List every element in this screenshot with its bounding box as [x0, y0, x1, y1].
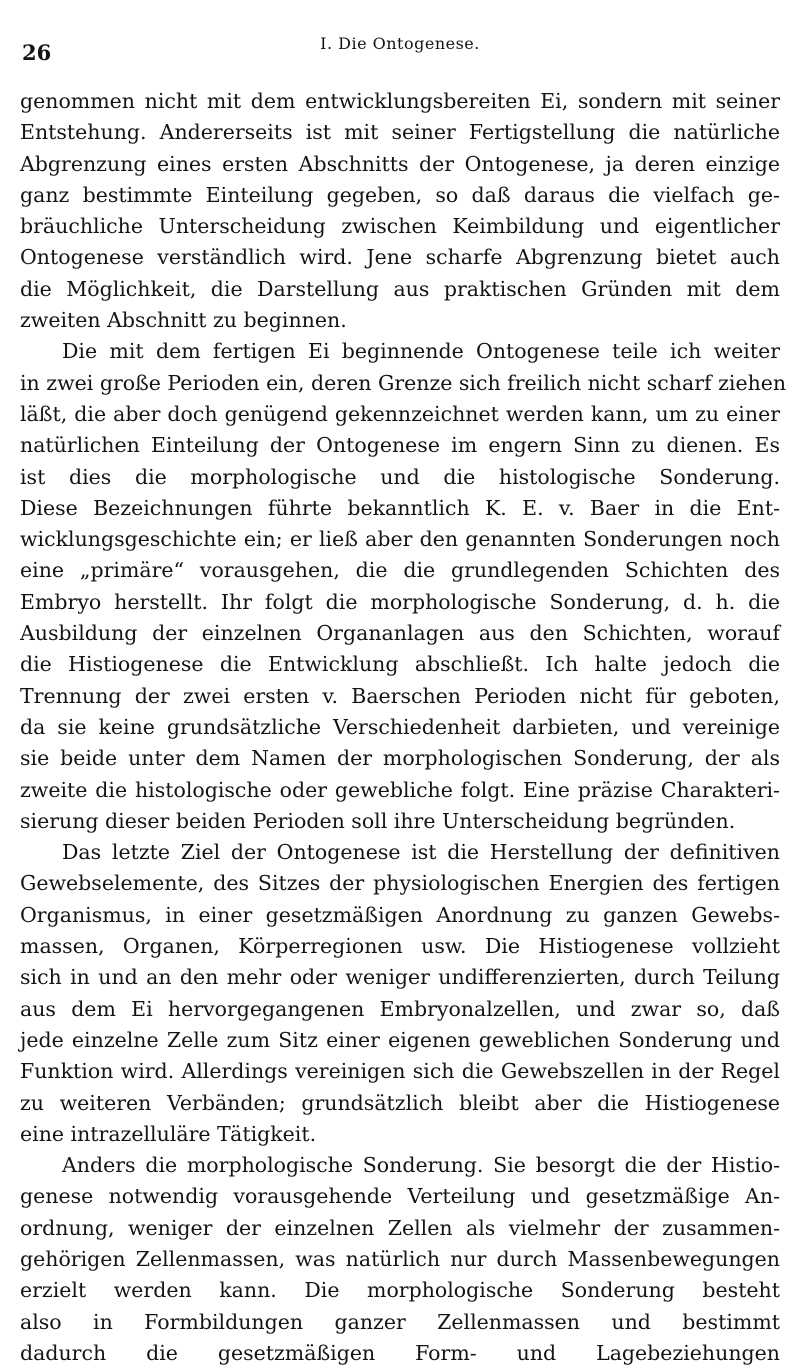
text-line: zweite die histologische oder gewebliche folgt. Eine präzise Charakteri- — [20, 777, 780, 802]
text-line: ist dies die morphologische und die histologische Sonderung. — [20, 464, 780, 489]
paragraph — [20, 86, 780, 336]
text-line: Diese Bezeichnungen führte bekanntlich K. E. v. Baer in die Ent- — [20, 495, 780, 520]
text-line: genese notwendig vorausgehende Verteilung und gesetzmäßige An- — [20, 1184, 780, 1209]
text-line: also in Formbildungen ganzer Zellenmassen und bestimmt — [20, 1309, 780, 1334]
text-line: dadurch die gesetzmäßigen Form- und Lagebeziehungen — [20, 1340, 780, 1365]
text-line: Ausbildung der einzelnen Organanlagen aus den Schichten, worauf — [20, 621, 780, 646]
text-line: erzielt werden kann. Die morphologische Sonderung besteht — [20, 1278, 780, 1303]
text-line: jede einzelne Zelle zum Sitz einer eigenen geweblichen Sonderung und — [20, 1027, 780, 1052]
text-line: zweiten Abschnitt zu beginnen. — [20, 308, 347, 333]
text-line: Das letzte Ziel der Ontogenese ist die Herstellung der definitiven — [62, 840, 780, 865]
text-line: bräuchliche Unterscheidung zwischen Keimbildung und eigentlicher — [20, 214, 780, 239]
text-line: Die mit dem fertigen Ei beginnende Ontogenese teile ich weiter — [62, 339, 780, 364]
text-line: massen, Organen, Körperregionen usw. Die Histiogenese vollzieht — [20, 934, 780, 959]
text-line: Anders die morphologische Sonderung. Sie besorgt die der Histio- — [62, 1153, 780, 1178]
text-line: wicklungsgeschichte ein; er ließ aber den genannten Sonderungen noch — [20, 527, 780, 552]
text-line: zu weiteren Verbänden; grundsätzlich bleibt aber die Histiogenese — [20, 1090, 780, 1115]
text-line: da sie keine grundsätzliche Verschiedenheit darbieten, und vereinige — [20, 714, 780, 739]
text-line: Embryo herstellt. Ihr folgt die morphologische Sonderung, d. h. die — [20, 589, 780, 614]
text-line: Abgrenzung eines ersten Abschnitts der Ontogenese, ja deren einzige — [20, 151, 780, 176]
text-line: aus dem Ei hervorgegangenen Embryonalzellen, und zwar so, daß — [20, 996, 780, 1021]
text-line: die Histiogenese die Entwicklung abschließt. Ich halte jedoch die — [20, 652, 780, 677]
text-line: Gewebselemente, des Sitzes der physiologischen Energien des fertigen — [20, 871, 780, 896]
text-line: Funktion wird. Allerdings vereinigen sich die Gewebszellen in der Regel — [20, 1059, 780, 1084]
text-line: in zwei große Perioden ein, deren Grenze sich freilich nicht scharf ziehen — [20, 370, 787, 395]
text-line: sich in und an den mehr oder weniger undifferenzierten, durch Teilung — [20, 965, 780, 990]
text-line: sierung dieser beiden Perioden soll ihre Unterscheidung begründen. — [20, 808, 736, 833]
text-line: Ontogenese verständlich wird. Jene scharfe Abgrenzung bietet auch — [20, 245, 780, 270]
text-line: eine intrazelluläre Tätigkeit. — [20, 1121, 317, 1146]
page-number: 26 — [22, 40, 52, 65]
text-line: sie beide unter dem Namen der morphologischen Sonderung, der als — [20, 746, 780, 771]
paragraph — [20, 837, 780, 1150]
text-line: ordnung, weniger der einzelnen Zellen als vielmehr der zusammen- — [20, 1215, 780, 1240]
text-line: genommen nicht mit dem entwicklungsbereiten Ei, sondern mit seiner — [20, 89, 780, 113]
text-line: eine „primäre“ vorausgehen, die die grundlegenden Schichten des — [20, 558, 780, 583]
text-line: die Möglichkeit, die Darstellung aus praktischen Gründen mit dem — [20, 276, 780, 301]
text-line: natürlichen Einteilung der Ontogenese im engern Sinn zu dienen. Es — [20, 433, 780, 458]
running-title: I. Die Ontogenese. — [320, 34, 480, 53]
body-text — [20, 86, 787, 1369]
paragraph — [20, 336, 787, 837]
text-line: gehörigen Zellenmassen, was natürlich nur durch Massenbewegungen — [20, 1246, 780, 1271]
text-line: läßt, die aber doch genügend gekennzeichnet werden kann, um zu einer — [20, 401, 780, 426]
text-line: ganz bestimmte Einteilung gegeben, so daß daraus die vielfach ge- — [20, 182, 780, 207]
text-line: Entstehung. Andererseits ist mit seiner Fertigstellung die natürliche — [20, 120, 780, 145]
text-line: Trennung der zwei ersten v. Baerschen Perioden nicht für geboten, — [20, 683, 780, 708]
text-line: Organismus, in einer gesetzmäßigen Anordnung zu ganzen Gewebs- — [20, 902, 780, 927]
paragraph — [20, 1150, 780, 1369]
